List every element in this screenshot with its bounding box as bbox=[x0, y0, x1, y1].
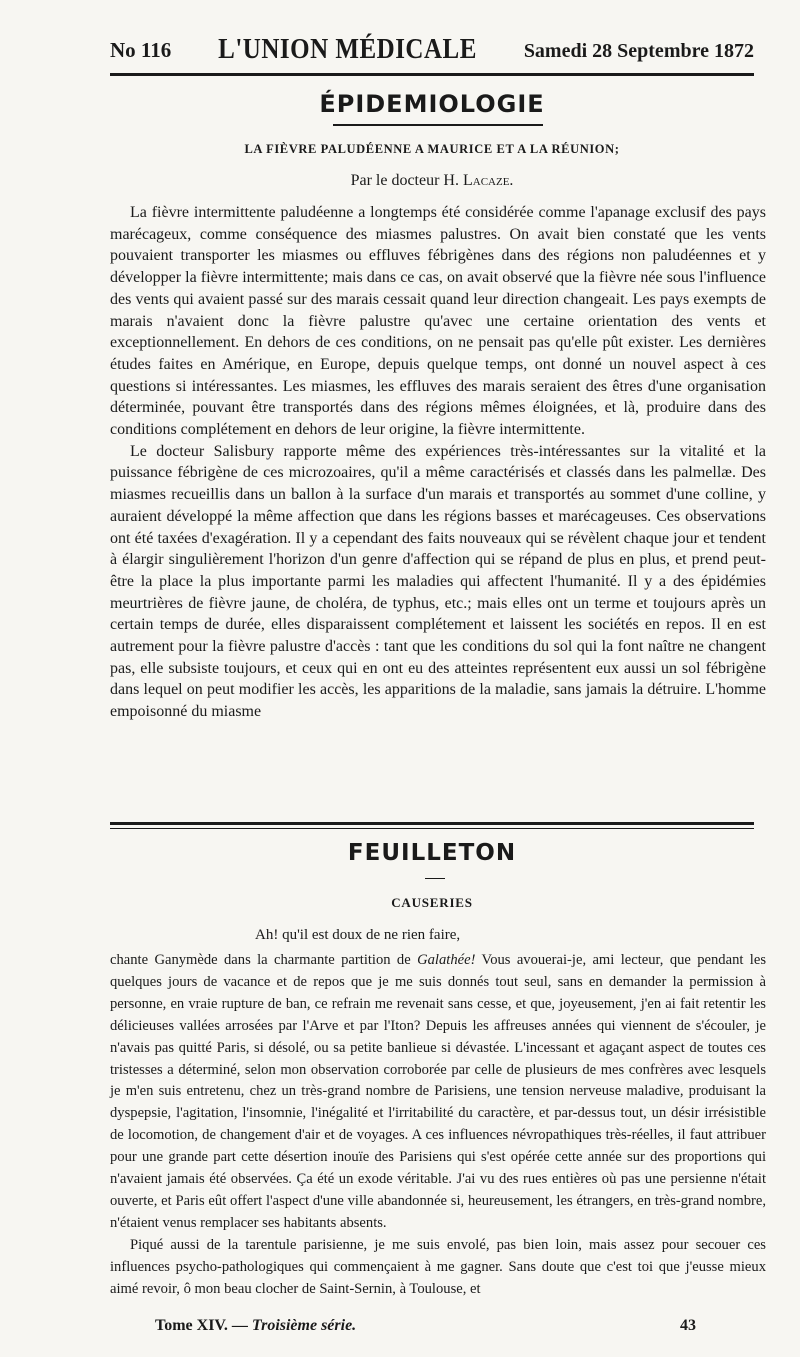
feuilleton-subtitle: CAUSERIES bbox=[391, 895, 473, 910]
issue-date: Samedi 28 Septembre 1872 bbox=[523, 40, 754, 62]
issue-number: No 116 bbox=[110, 38, 172, 62]
feuilleton-paragraph: Piqué aussi de la tarentule parisienne, je me suis envolé, pas bien loin, mais assez pour secouer ces influences psycho-pathologiques qui commençaient à me gagner. Sans doute que c'est toi que j'eusse mieux aimé revoir, ô mon beau clocher de Saint-Sernin, à Toulouse, et bbox=[110, 1236, 766, 1297]
feuilleton-dash bbox=[425, 878, 445, 879]
byline-prefix: Par le docteur bbox=[350, 172, 440, 189]
feuilleton-title: FEUILLETON bbox=[347, 840, 517, 866]
feuilleton-body bbox=[110, 950, 766, 1301]
opera-title: Galathée! bbox=[417, 952, 476, 968]
feuilleton-paragraph bbox=[110, 950, 766, 1235]
page-header bbox=[110, 36, 754, 70]
header-rule bbox=[110, 73, 754, 76]
section-title: ÉPIDEMIOLOGIE bbox=[319, 90, 545, 118]
series-label: Troisième série. bbox=[251, 1317, 357, 1334]
feuilleton-text: chante Ganymède dans la charmante partition de bbox=[110, 952, 418, 968]
tome-number: Tome XIV. — bbox=[155, 1317, 252, 1334]
page-number: 43 bbox=[680, 1317, 696, 1334]
journal-title: L'UNION MÉDICALE bbox=[218, 34, 477, 65]
article-paragraph: Le docteur Salisbury rapporte même des expériences très-intéressantes sur la vitalité et la puissance fébrigène de ces microzoaires, qu'il a même caractérisés et classés dans les palmellæ. Des miasmes recueillis dans un ballon à la surface d'un marais et transportés au sommet d'une colline, y auraient développé la même affection que dans les régions basses et marécageuses. Ces observations ont été taxées d'exagération. Il y a cependant des faits nouveaux qui se révèlent chaque jour et tendent à élargir singulièrement l'horizon d'un genre d'affection qui se répand de plus en plus, et prend peut-être la place la plus importante parmi les maladies qui affectent l'humanité. Il y a des épidémies meurtrières de fièvre jaune, de choléra, de typhus, etc.; mais elles ont un terme et toujours après un certain temps de durée, elles disparaissent complétement et laissent les sociétés en repos. Il en est autrement pour la fièvre palustre d'accès : tant que les conditions du sol qui la font naître ne changent pas, elle subsiste toujours, et ceux qui en ont eu des atteintes représentent eux aussi un sol fébrigène dans lequel on peut modifier les accès, les apparitions de la maladie, sans jamais la détruire. L'homme empoisonné du miasme bbox=[110, 442, 766, 721]
author-name: H. Lacaze. bbox=[443, 172, 514, 189]
article-body bbox=[110, 202, 766, 723]
volume-label bbox=[155, 1317, 356, 1335]
feuilleton-rule-bottom bbox=[110, 828, 754, 829]
feuilleton-text: Vous avouerai-je, ami lecteur, que pendant les quelques jours de vacance et de repos que je me suis donnés tout seul, sans en demander la permission à personne, en vraie rupture de ban, ce refrain me revenait sans cesse, et que, joyeusement, j'en ai fait retentir les délicieuses vallées arrosées par l'Arve et par l'Iton? Depuis les affreuses années qui viennent de s'écouler, je n'avais pas quitté Paris, si désolé, ou sa petite banlieue si dévastée. L'incessant et agaçant aspect de toutes ces tristesses a déterminé, selon mon observation corroborée par celle de plusieurs de mes confrères avec lesquels je m'en suis entretenu, chez un très-grand nombre de Parisiens, une tension nerveuse maladive, produisant la dyspepsie, l'agitation, l'insomnie, l'inégalité et l'irritabilité du caractère, et par-dessus tout, un désir irrésistible de locomotion, de changement d'air et de voyages. A ces influences névropathiques très-réelles, il faut attribuer pour une grande part cette désertion inouïe des Parisiens qui s'est opérée cette année sur des proportions qui n'avaient jamais été observées. Ça été un exode véritable. J'ai vu des rues entières où pas une persienne n'était ouverte, et Paris eût offert l'aspect d'une ville abandonnée si, heureusement, les étrangers, en très-grand nombre, n'étaient venus remplacer ses habitants absents. bbox=[110, 952, 767, 1231]
byline bbox=[110, 172, 754, 190]
epigraph-quote: Ah! qu'il est doux de ne rien faire, bbox=[255, 927, 461, 943]
page-footer bbox=[155, 1317, 754, 1341]
article-title: LA FIÈVRE PALUDÉENNE A MAURICE ET A LA RÉUNION; bbox=[244, 142, 620, 156]
feuilleton-rule-top bbox=[110, 822, 754, 825]
article-paragraph: La fièvre intermittente paludéenne a longtemps été considérée comme l'apanage exclusif des pays marécageux, comme conséquence des miasmes palustres. On avait bien constaté que les vents pouvaient transporter les miasmes ou effluves fébrigènes dans des régions non paludéennes et y développer la fièvre intermittente; mais dans ce cas, on avait observé que la fièvre née sous l'influence des vents qui avaient passé sur des marais cessait quand leur direction changeait. Les pays exempts de marais n'avaient donc la fièvre palustre qu'avec une certaine orientation des vents et exceptionnellement. En dehors de ces conditions, on ne pensait pas qu'elle pût exister. Les dernières études faites en Amérique, en Europe, depuis quelque temps, ont donné un nouvel aspect à ces questions si intéressantes. Les miasmes, les effluves des marais seraient des êtres d'une organisation déterminée, pouvant être transportés dans des régions mêmes éloignées, et là, produire dans des conditions complétement en dehors de leur origine, la fièvre intermittente. bbox=[110, 204, 766, 439]
section-title-underline bbox=[333, 124, 543, 126]
